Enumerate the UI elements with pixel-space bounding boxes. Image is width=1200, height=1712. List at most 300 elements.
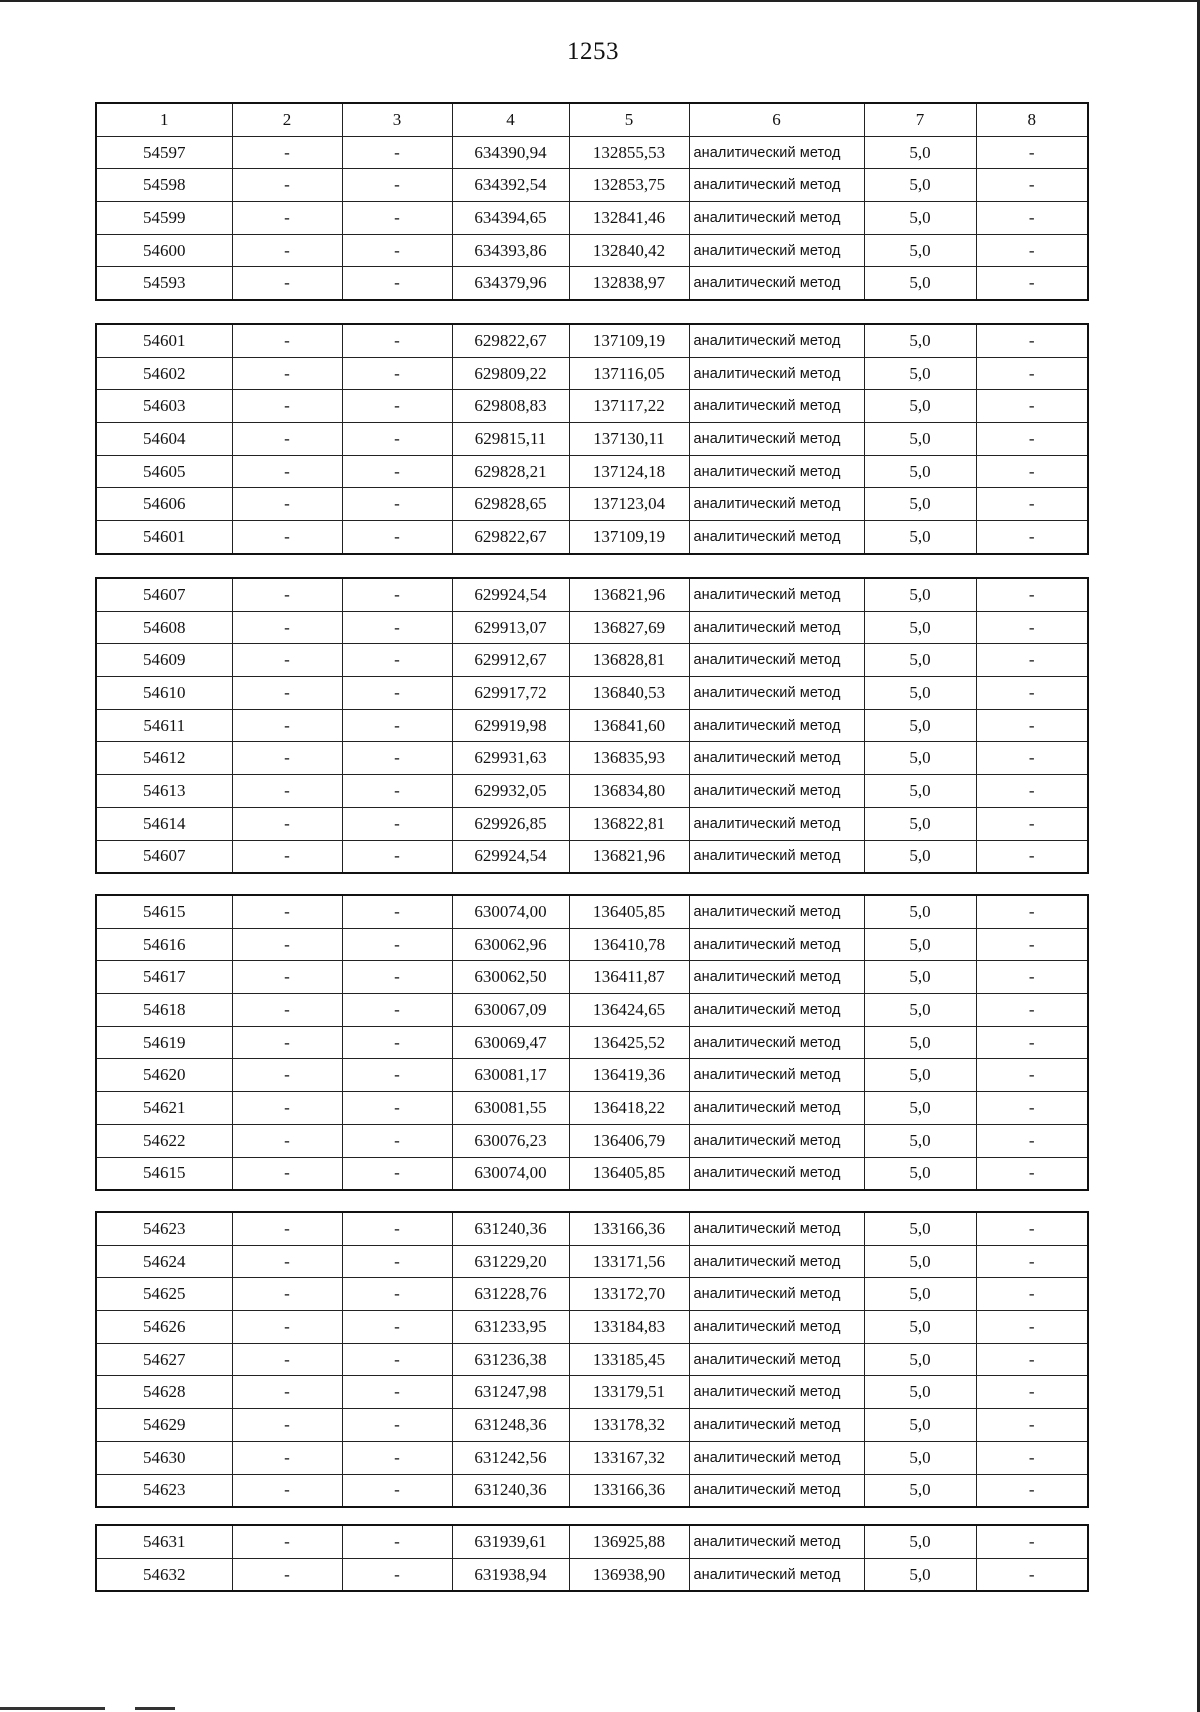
table-cell: 136418,22 — [569, 1092, 689, 1125]
table-cell: - — [342, 644, 452, 677]
table-cell: 54599 — [96, 202, 232, 235]
table-cell: - — [976, 1092, 1088, 1125]
coordinates-block — [95, 894, 1089, 1191]
table-cell: 136925,88 — [569, 1525, 689, 1558]
table-cell: 5,0 — [864, 423, 976, 456]
table-cell: - — [342, 840, 452, 873]
table-cell: 5,0 — [864, 1059, 976, 1092]
table-cell: 5,0 — [864, 994, 976, 1027]
table-cell: 5,0 — [864, 357, 976, 390]
table-cell: - — [232, 578, 342, 611]
table-cell: - — [232, 677, 342, 710]
table-cell: 136410,78 — [569, 928, 689, 961]
table-cell: 5,0 — [864, 709, 976, 742]
table-cell: аналитический метод — [689, 677, 864, 710]
header-cell: 7 — [864, 103, 976, 136]
table-cell: 629828,21 — [452, 455, 569, 488]
table-cell: 137123,04 — [569, 488, 689, 521]
coordinates-block — [95, 323, 1089, 555]
table-cell: - — [232, 1558, 342, 1591]
table-cell: - — [342, 1474, 452, 1507]
table-cell: - — [232, 1245, 342, 1278]
table-row — [96, 521, 1088, 554]
table-cell: 631242,56 — [452, 1441, 569, 1474]
table-cell: 5,0 — [864, 1212, 976, 1245]
table-cell: - — [976, 1525, 1088, 1558]
table-cell: аналитический метод — [689, 423, 864, 456]
table-cell: - — [232, 840, 342, 873]
table-cell: аналитический метод — [689, 1059, 864, 1092]
table-row — [96, 423, 1088, 456]
table-cell: - — [342, 521, 452, 554]
table-cell: 5,0 — [864, 840, 976, 873]
table-cell: 630062,50 — [452, 961, 569, 994]
table-cell: 136841,60 — [569, 709, 689, 742]
table-cell: - — [976, 1059, 1088, 1092]
table-cell: 629917,72 — [452, 677, 569, 710]
table-cell: 629924,54 — [452, 840, 569, 873]
table-cell: 137124,18 — [569, 455, 689, 488]
table-cell: - — [342, 1311, 452, 1344]
scan-edge-top — [0, 0, 1200, 2]
table-cell: аналитический метод — [689, 578, 864, 611]
table-row — [96, 1278, 1088, 1311]
table-cell: 5,0 — [864, 677, 976, 710]
table-cell: - — [342, 455, 452, 488]
table-cell: 5,0 — [864, 1278, 976, 1311]
table-cell: - — [976, 709, 1088, 742]
table-row — [96, 1092, 1088, 1125]
table-cell: 630067,09 — [452, 994, 569, 1027]
scan-mark — [0, 1707, 105, 1710]
table-cell: - — [232, 961, 342, 994]
table-cell: - — [976, 488, 1088, 521]
table-cell: - — [342, 1558, 452, 1591]
table-cell: 630074,00 — [452, 1157, 569, 1190]
table-cell: 5,0 — [864, 1245, 976, 1278]
table-cell: 634394,65 — [452, 202, 569, 235]
table-cell: 631247,98 — [452, 1376, 569, 1409]
table-cell: - — [976, 840, 1088, 873]
table-row — [96, 611, 1088, 644]
table-cell: аналитический метод — [689, 488, 864, 521]
table-cell: 136835,93 — [569, 742, 689, 775]
table-cell: 136828,81 — [569, 644, 689, 677]
table-cell: - — [976, 455, 1088, 488]
table-cell: 5,0 — [864, 1343, 976, 1376]
table-cell: аналитический метод — [689, 1124, 864, 1157]
table-cell: - — [976, 611, 1088, 644]
table-cell: - — [976, 423, 1088, 456]
table-cell: - — [342, 1343, 452, 1376]
table-cell: - — [976, 357, 1088, 390]
table-cell: 136821,96 — [569, 840, 689, 873]
table-cell: - — [976, 775, 1088, 808]
table-cell: 634379,96 — [452, 267, 569, 300]
table-cell: 54605 — [96, 455, 232, 488]
table-cell: - — [976, 1474, 1088, 1507]
table-cell: 634390,94 — [452, 136, 569, 169]
table-cell: 630081,55 — [452, 1092, 569, 1125]
table-cell: - — [342, 1059, 452, 1092]
table-cell: - — [976, 202, 1088, 235]
table-cell: аналитический метод — [689, 928, 864, 961]
table-cell: - — [976, 1124, 1088, 1157]
table-row — [96, 1026, 1088, 1059]
table-cell: 136406,79 — [569, 1124, 689, 1157]
table-row — [96, 1245, 1088, 1278]
table-cell: 136405,85 — [569, 1157, 689, 1190]
table-cell: 5,0 — [864, 390, 976, 423]
table-cell: 54623 — [96, 1212, 232, 1245]
table-cell: - — [976, 578, 1088, 611]
table-cell: - — [976, 1245, 1088, 1278]
table-cell: 54613 — [96, 775, 232, 808]
table-cell: 631233,95 — [452, 1311, 569, 1344]
table-cell: 132838,97 — [569, 267, 689, 300]
table-cell: 634392,54 — [452, 169, 569, 202]
table-cell: - — [342, 961, 452, 994]
table-cell: 136834,80 — [569, 775, 689, 808]
table-cell: - — [232, 1441, 342, 1474]
table-row — [96, 895, 1088, 928]
table-cell: - — [976, 1558, 1088, 1591]
table-row — [96, 578, 1088, 611]
table-cell: 629932,05 — [452, 775, 569, 808]
table-cell: аналитический метод — [689, 1525, 864, 1558]
table-cell: аналитический метод — [689, 1245, 864, 1278]
table-cell: - — [342, 1092, 452, 1125]
table-cell: аналитический метод — [689, 455, 864, 488]
table-cell: - — [342, 775, 452, 808]
table-cell: аналитический метод — [689, 1474, 864, 1507]
table-cell: аналитический метод — [689, 1311, 864, 1344]
table-cell: - — [976, 1157, 1088, 1190]
table-cell: - — [342, 994, 452, 1027]
table-cell: 54603 — [96, 390, 232, 423]
table-cell: 54608 — [96, 611, 232, 644]
table-cell: аналитический метод — [689, 390, 864, 423]
table-cell: 5,0 — [864, 136, 976, 169]
table-cell: аналитический метод — [689, 1343, 864, 1376]
table-cell: 5,0 — [864, 202, 976, 235]
table-cell: - — [342, 742, 452, 775]
table-row — [96, 202, 1088, 235]
table-cell: - — [342, 1376, 452, 1409]
table-cell: - — [232, 1124, 342, 1157]
table-cell: 54601 — [96, 324, 232, 357]
table-cell: 54631 — [96, 1525, 232, 1558]
table-cell: 54625 — [96, 1278, 232, 1311]
table-cell: 630081,17 — [452, 1059, 569, 1092]
table-cell: аналитический метод — [689, 1212, 864, 1245]
table-cell: 133185,45 — [569, 1343, 689, 1376]
table-cell: 132855,53 — [569, 136, 689, 169]
table-cell: - — [232, 324, 342, 357]
table-row — [96, 1343, 1088, 1376]
table-row — [96, 234, 1088, 267]
table-row — [96, 267, 1088, 300]
table-cell: - — [232, 267, 342, 300]
table-row — [96, 1441, 1088, 1474]
table-cell: - — [342, 1525, 452, 1558]
table-cell: 54606 — [96, 488, 232, 521]
table-cell: - — [342, 1212, 452, 1245]
table-cell: аналитический метод — [689, 1157, 864, 1190]
table-cell: - — [232, 1311, 342, 1344]
table-cell: - — [976, 267, 1088, 300]
table-cell: - — [342, 895, 452, 928]
table-cell: 5,0 — [864, 234, 976, 267]
table-cell: - — [342, 357, 452, 390]
table-cell: 5,0 — [864, 578, 976, 611]
table-cell: 5,0 — [864, 1092, 976, 1125]
table-cell: 5,0 — [864, 1558, 976, 1591]
table-cell: - — [342, 709, 452, 742]
table-cell: 54615 — [96, 1157, 232, 1190]
table-cell: - — [232, 807, 342, 840]
header-cell: 5 — [569, 103, 689, 136]
table-cell: 631228,76 — [452, 1278, 569, 1311]
table-cell: 631939,61 — [452, 1525, 569, 1558]
table-cell: 5,0 — [864, 1026, 976, 1059]
table-cell: - — [976, 895, 1088, 928]
table-cell: 133184,83 — [569, 1311, 689, 1344]
table-cell: 133171,56 — [569, 1245, 689, 1278]
table-row — [96, 136, 1088, 169]
header-cell: 2 — [232, 103, 342, 136]
table-cell: 133179,51 — [569, 1376, 689, 1409]
table-cell: аналитический метод — [689, 611, 864, 644]
table-cell: - — [232, 1026, 342, 1059]
table-cell: 133167,32 — [569, 1441, 689, 1474]
table-row — [96, 775, 1088, 808]
header-cell: 6 — [689, 103, 864, 136]
table-row — [96, 324, 1088, 357]
table-cell: - — [976, 677, 1088, 710]
table-cell: аналитический метод — [689, 267, 864, 300]
table-cell: аналитический метод — [689, 234, 864, 267]
table-cell: 630069,47 — [452, 1026, 569, 1059]
table-cell: - — [976, 390, 1088, 423]
table-cell: 54628 — [96, 1376, 232, 1409]
table-cell: - — [342, 423, 452, 456]
table-cell: 5,0 — [864, 488, 976, 521]
table-cell: - — [976, 1212, 1088, 1245]
table-cell: - — [976, 928, 1088, 961]
table-cell: - — [342, 677, 452, 710]
table-cell: аналитический метод — [689, 1558, 864, 1591]
table-cell: 136425,52 — [569, 1026, 689, 1059]
table-cell: аналитический метод — [689, 357, 864, 390]
table-cell: 631236,38 — [452, 1343, 569, 1376]
table-cell: 54618 — [96, 994, 232, 1027]
table-row — [96, 455, 1088, 488]
table-cell: 629926,85 — [452, 807, 569, 840]
table-cell: 5,0 — [864, 1441, 976, 1474]
table-cell: 5,0 — [864, 928, 976, 961]
table-cell: аналитический метод — [689, 1092, 864, 1125]
table-cell: - — [976, 324, 1088, 357]
table-row — [96, 1124, 1088, 1157]
table-cell: - — [976, 742, 1088, 775]
table-cell: 630076,23 — [452, 1124, 569, 1157]
table-cell: 629919,98 — [452, 709, 569, 742]
table-cell: 54604 — [96, 423, 232, 456]
table-row — [96, 742, 1088, 775]
table-cell: 136938,90 — [569, 1558, 689, 1591]
table-cell: - — [976, 1441, 1088, 1474]
table-cell: 629931,63 — [452, 742, 569, 775]
table-cell: - — [232, 1092, 342, 1125]
table-cell: 631240,36 — [452, 1212, 569, 1245]
table-cell: 54601 — [96, 521, 232, 554]
table-cell: 54620 — [96, 1059, 232, 1092]
coordinates-block — [95, 1524, 1089, 1592]
table-cell: - — [232, 709, 342, 742]
table-row — [96, 1558, 1088, 1591]
table-cell: аналитический метод — [689, 521, 864, 554]
table-cell: 54619 — [96, 1026, 232, 1059]
table-cell: - — [976, 644, 1088, 677]
table-cell: - — [232, 234, 342, 267]
table-cell: 631938,94 — [452, 1558, 569, 1591]
table-cell: - — [232, 423, 342, 456]
table-cell: - — [232, 521, 342, 554]
table-cell: 54593 — [96, 267, 232, 300]
table-cell: - — [232, 1409, 342, 1442]
table-cell: - — [342, 202, 452, 235]
table-row — [96, 1059, 1088, 1092]
table-cell: - — [342, 928, 452, 961]
table-cell: - — [976, 521, 1088, 554]
coordinates-block — [95, 102, 1089, 301]
table-cell: 5,0 — [864, 169, 976, 202]
table-cell: 5,0 — [864, 1409, 976, 1442]
table-cell: - — [232, 895, 342, 928]
table-row — [96, 994, 1088, 1027]
table-cell: 5,0 — [864, 961, 976, 994]
table-cell: аналитический метод — [689, 1278, 864, 1311]
table-cell: - — [232, 1343, 342, 1376]
table-cell: 5,0 — [864, 807, 976, 840]
table-cell: 54624 — [96, 1245, 232, 1278]
table-cell: - — [232, 169, 342, 202]
table-row — [96, 1311, 1088, 1344]
table-row — [96, 1376, 1088, 1409]
table-cell: 132841,46 — [569, 202, 689, 235]
page-number: 1253 — [567, 38, 619, 65]
table-row — [96, 169, 1088, 202]
table-cell: аналитический метод — [689, 136, 864, 169]
table-cell: - — [232, 390, 342, 423]
table-row — [96, 677, 1088, 710]
table-cell: 5,0 — [864, 1124, 976, 1157]
table-cell: 136821,96 — [569, 578, 689, 611]
header-cell: 4 — [452, 103, 569, 136]
table-cell: - — [342, 488, 452, 521]
table-cell: 136405,85 — [569, 895, 689, 928]
table-cell: 5,0 — [864, 1474, 976, 1507]
table-cell: 54623 — [96, 1474, 232, 1507]
table-row — [96, 488, 1088, 521]
table-row — [96, 357, 1088, 390]
table-cell: 629822,67 — [452, 324, 569, 357]
table-cell: 5,0 — [864, 1157, 976, 1190]
table-cell: 136411,87 — [569, 961, 689, 994]
table-row — [96, 709, 1088, 742]
table-cell: 54629 — [96, 1409, 232, 1442]
table-cell: 54607 — [96, 840, 232, 873]
table-cell: 54600 — [96, 234, 232, 267]
table-cell: 629815,11 — [452, 423, 569, 456]
table-cell: - — [232, 775, 342, 808]
table-cell: аналитический метод — [689, 1026, 864, 1059]
table-cell: - — [342, 807, 452, 840]
table-cell: 132853,75 — [569, 169, 689, 202]
table-cell: - — [342, 267, 452, 300]
table-cell: аналитический метод — [689, 1376, 864, 1409]
table-cell: 133166,36 — [569, 1474, 689, 1507]
table-cell: - — [976, 234, 1088, 267]
table-cell: 631240,36 — [452, 1474, 569, 1507]
table-cell: - — [342, 578, 452, 611]
table-cell: 5,0 — [864, 1311, 976, 1344]
table-cell: 631248,36 — [452, 1409, 569, 1442]
table-cell: - — [342, 169, 452, 202]
table-cell: 5,0 — [864, 644, 976, 677]
table-cell: 54626 — [96, 1311, 232, 1344]
table-cell: аналитический метод — [689, 169, 864, 202]
table-cell: - — [232, 1157, 342, 1190]
table-cell: 136424,65 — [569, 994, 689, 1027]
coordinates-block — [95, 1211, 1089, 1508]
table-cell: - — [976, 994, 1088, 1027]
table-cell: - — [976, 1343, 1088, 1376]
table-cell: - — [976, 807, 1088, 840]
table-cell: аналитический метод — [689, 1409, 864, 1442]
table-cell: аналитический метод — [689, 840, 864, 873]
table-cell: - — [232, 644, 342, 677]
table-cell: аналитический метод — [689, 709, 864, 742]
table-cell: 137130,11 — [569, 423, 689, 456]
table-cell: 629924,54 — [452, 578, 569, 611]
table-cell: 54627 — [96, 1343, 232, 1376]
table-cell: 5,0 — [864, 521, 976, 554]
coordinates-block — [95, 577, 1089, 874]
table-cell: 629912,67 — [452, 644, 569, 677]
table-cell: 136840,53 — [569, 677, 689, 710]
table-cell: 54610 — [96, 677, 232, 710]
header-cell: 8 — [976, 103, 1088, 136]
table-cell: - — [342, 234, 452, 267]
table-cell: 5,0 — [864, 895, 976, 928]
table-cell: - — [232, 994, 342, 1027]
table-cell: 629822,67 — [452, 521, 569, 554]
table-row — [96, 961, 1088, 994]
table-cell: аналитический метод — [689, 324, 864, 357]
table-cell: 137109,19 — [569, 324, 689, 357]
table-cell: 5,0 — [864, 324, 976, 357]
table-cell: - — [342, 324, 452, 357]
table-cell: - — [976, 1409, 1088, 1442]
table-cell: аналитический метод — [689, 807, 864, 840]
table-cell: 54614 — [96, 807, 232, 840]
table-cell: 5,0 — [864, 775, 976, 808]
table-cell: - — [232, 1474, 342, 1507]
table-row — [96, 840, 1088, 873]
table-cell: 137109,19 — [569, 521, 689, 554]
